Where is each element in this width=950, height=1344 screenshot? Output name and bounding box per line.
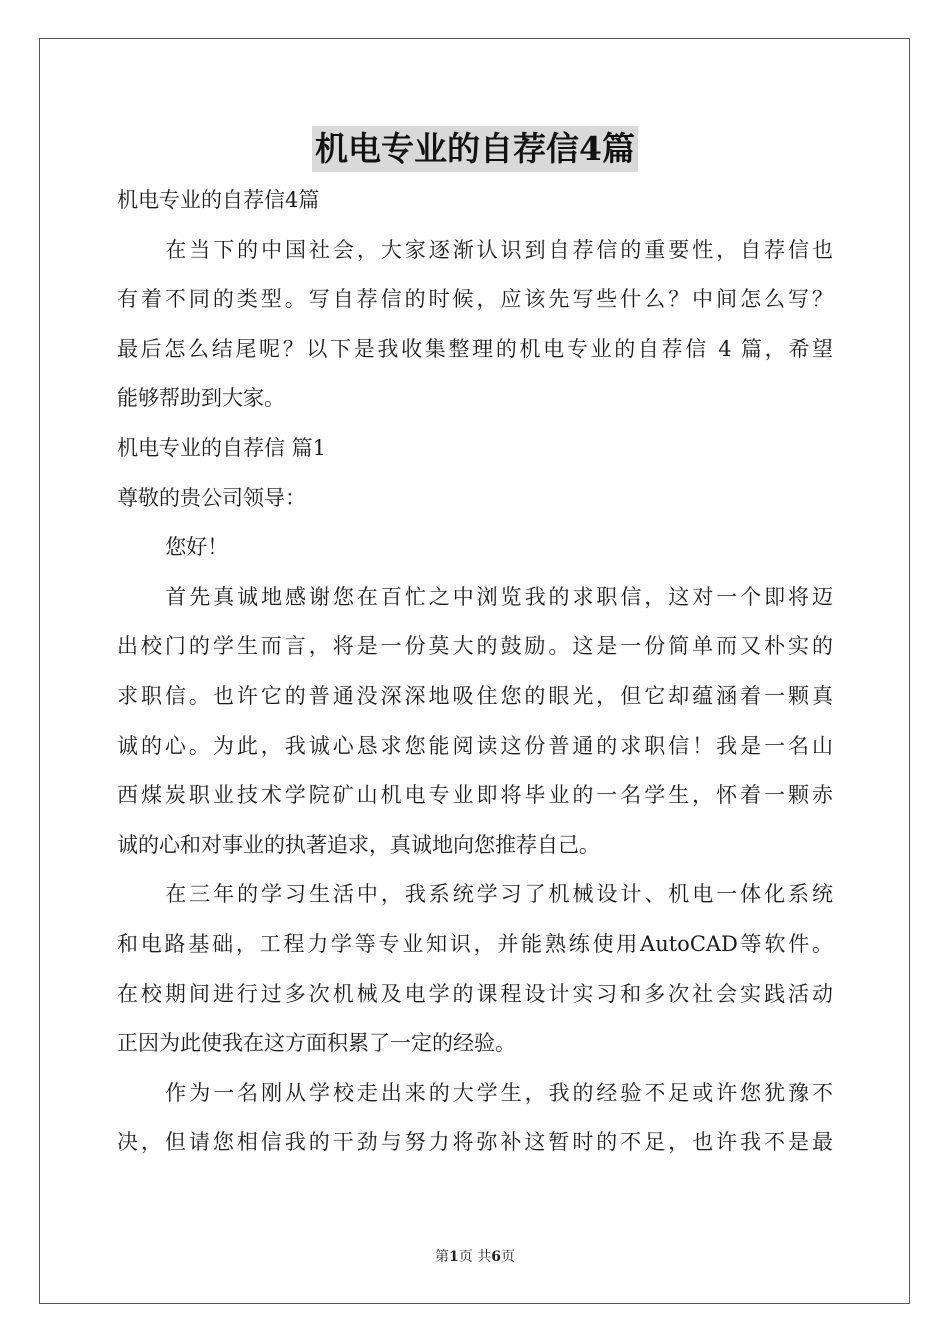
- footer-mid: 页 共: [458, 1249, 492, 1265]
- text-line: 西煤炭职业技术学院矿山机电专业即将毕业的一名学生，怀着一颗赤: [117, 783, 833, 808]
- text-line: 能够帮助到大家。: [117, 386, 285, 411]
- document-title: 机电专业的自荐信4篇: [312, 126, 638, 172]
- footer-suffix: 页: [500, 1249, 515, 1265]
- footer-page-number: 1: [449, 1249, 459, 1265]
- text-line: 作为一名刚从学校走出来的大学生，我的经验不足或许您犹豫不: [165, 1080, 833, 1105]
- page-footer: [0, 1246, 950, 1266]
- text-line: 出校门的学生而言，将是一份莫大的鼓励。这是一份简单而又朴实的: [117, 634, 833, 659]
- title-container: [0, 126, 950, 172]
- text-line: 在当下的中国社会，大家逐渐认识到自荐信的重要性，自荐信也: [165, 237, 833, 262]
- text-line: 最后怎么结尾呢？以下是我收集整理的机电专业的自荐信 4 篇，希望: [117, 336, 833, 361]
- footer-total-pages: 6: [491, 1249, 501, 1265]
- text-line: 机电专业的自荐信4篇: [117, 188, 320, 212]
- text-line: 诚的心。为此，我诚心恳求您能阅读这份普通的求职信！我是一名山: [117, 733, 833, 758]
- footer-prefix: 第: [435, 1249, 450, 1265]
- text-line: 有着不同的类型。写自荐信的时候，应该先写些什么？中间怎么写？: [117, 287, 833, 312]
- text-line: 在三年的学习生活中，我系统学习了机械设计、机电一体化系统: [165, 882, 833, 907]
- text-line: 机电专业的自荐信 篇1: [117, 435, 327, 460]
- text-line: 诚的心和对事业的执著追求，真诚地向您推荐自己。: [117, 832, 600, 857]
- text-line: 您好！: [165, 535, 229, 560]
- text-line: 和电路基础，工程力学等专业知识，并能熟练使用AutoCAD等软件。: [117, 931, 833, 956]
- text-line: 求职信。也许它的普通没深深地吸住您的眼光，但它却蕴涵着一颗真: [117, 683, 833, 708]
- text-line: 尊敬的贵公司领导：: [117, 485, 306, 510]
- text-line: 在校期间进行过多次机械及电学的课程设计实习和多次社会实践活动: [117, 981, 833, 1006]
- document-body: [117, 176, 833, 1168]
- text-line: 正因为此使我在这方面积累了一定的经验。: [117, 1031, 516, 1056]
- text-line: 首先真诚地感谢您在百忙之中浏览我的求职信，这对一个即将迈: [165, 584, 833, 609]
- text-line: 决，但请您相信我的干劲与努力将弥补这暂时的不足，也许我不是最: [117, 1130, 833, 1155]
